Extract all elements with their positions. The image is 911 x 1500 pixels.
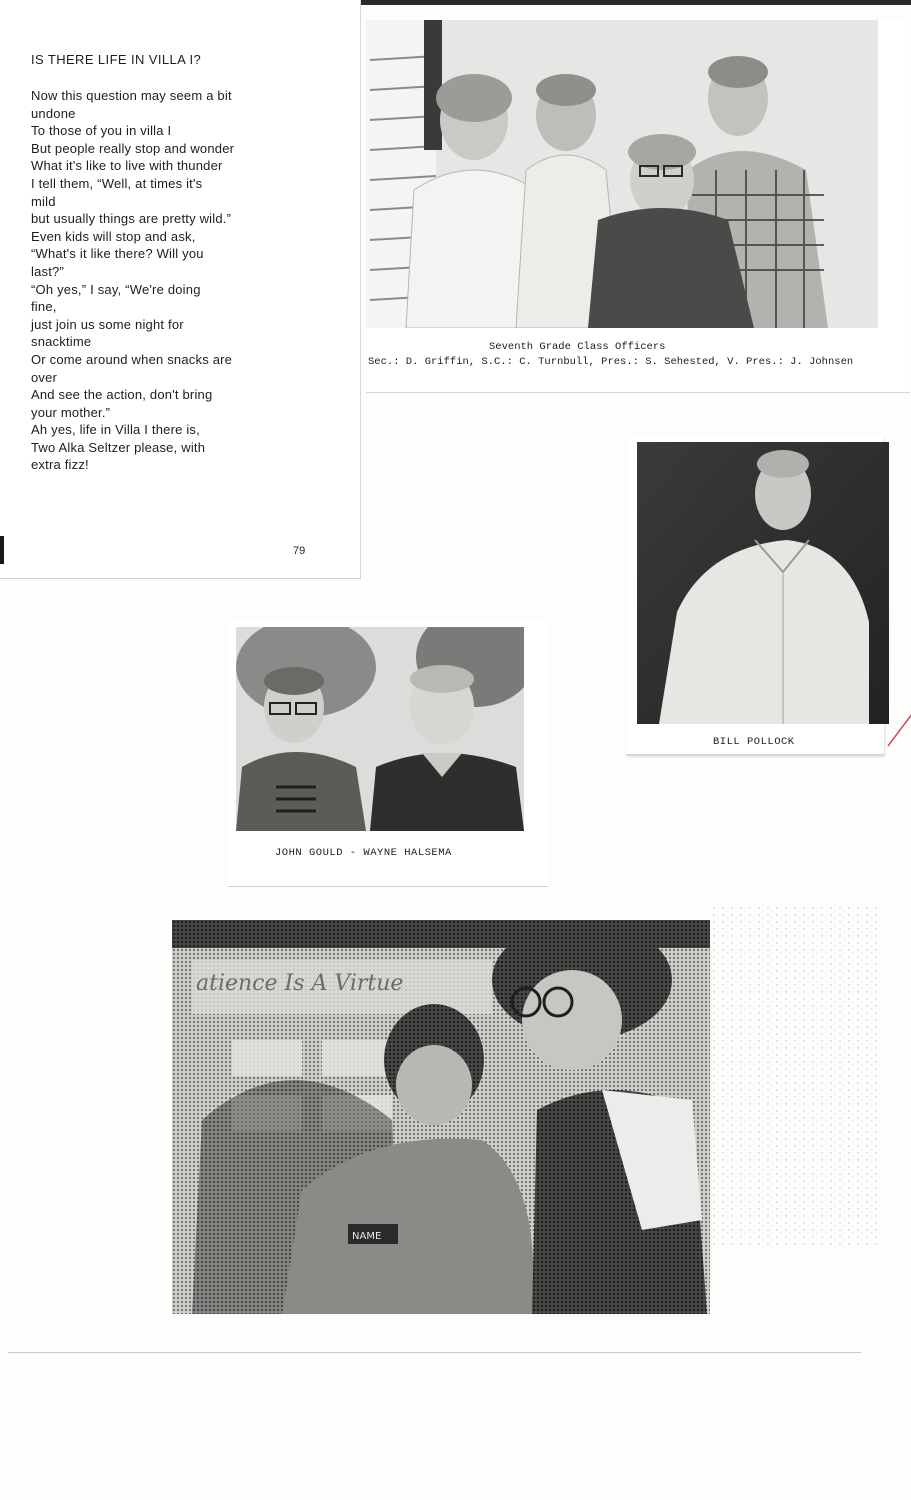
poem-line: I tell them, “Well, at times it's	[31, 175, 203, 191]
poem-line: your mother.”	[31, 404, 111, 420]
poem-line: What it's like to live with thunder	[31, 158, 223, 174]
poem-line: To those of you in villa I	[31, 123, 172, 139]
class-officers-photo	[366, 20, 878, 328]
portrait-photo	[637, 442, 889, 724]
poem-line: “Oh yes,” I say, “We're doing	[31, 281, 201, 297]
poem-line: But people really stop and wonder	[31, 140, 235, 156]
poem-line: but usually things are pretty wild.”	[31, 211, 232, 227]
pair-photo	[236, 627, 524, 831]
poem-title: IS THERE LIFE IN VILLA I?	[31, 52, 202, 67]
poem-line: Ah yes, life in Villa I there is,	[31, 422, 200, 438]
poem-text	[31, 87, 271, 474]
poem-line: last?”	[31, 263, 64, 279]
page-number: 79	[293, 545, 306, 557]
binding-mark	[0, 536, 4, 564]
class-officers-caption-title: Seventh Grade Class Officers	[489, 341, 666, 353]
poem-line: just join us some night for	[31, 316, 184, 332]
poem-line: Even kids will stop and ask,	[31, 228, 196, 244]
page-divider	[8, 1352, 861, 1353]
newspaper-sign-text: atience Is A Virtue	[196, 971, 404, 996]
poem-line: over	[31, 369, 58, 385]
poem-line: Two Alka Seltzer please, with	[31, 439, 206, 455]
poem-line: Or come around when snacks are	[31, 351, 233, 367]
pair-caption: JOHN GOULD - WAYNE HALSEMA	[275, 847, 452, 859]
poem-line: snacktime	[31, 334, 92, 350]
photocopy-noise	[712, 906, 880, 1246]
newspaper-nameplate: NAME	[352, 1231, 382, 1242]
poem-line: And see the action, don't bring	[31, 387, 213, 403]
newspaper-photo	[172, 920, 710, 1314]
poem-line: fine,	[31, 299, 57, 315]
red-pen-mark	[884, 712, 911, 748]
portrait-caption: BILL POLLOCK	[713, 736, 795, 748]
poem-line: undone	[31, 105, 76, 121]
poem-line: extra fizz!	[31, 457, 89, 473]
poem-line: mild	[31, 193, 56, 209]
poem-line: Now this question may seem a bit	[31, 88, 232, 103]
poem-line: “What's it like there? Will you	[31, 246, 204, 262]
class-officers-caption-names: Sec.: D. Griffin, S.C.: C. Turnbull, Pres.: S. Sehested, V. Pres.: J. Johnsen	[368, 356, 854, 368]
